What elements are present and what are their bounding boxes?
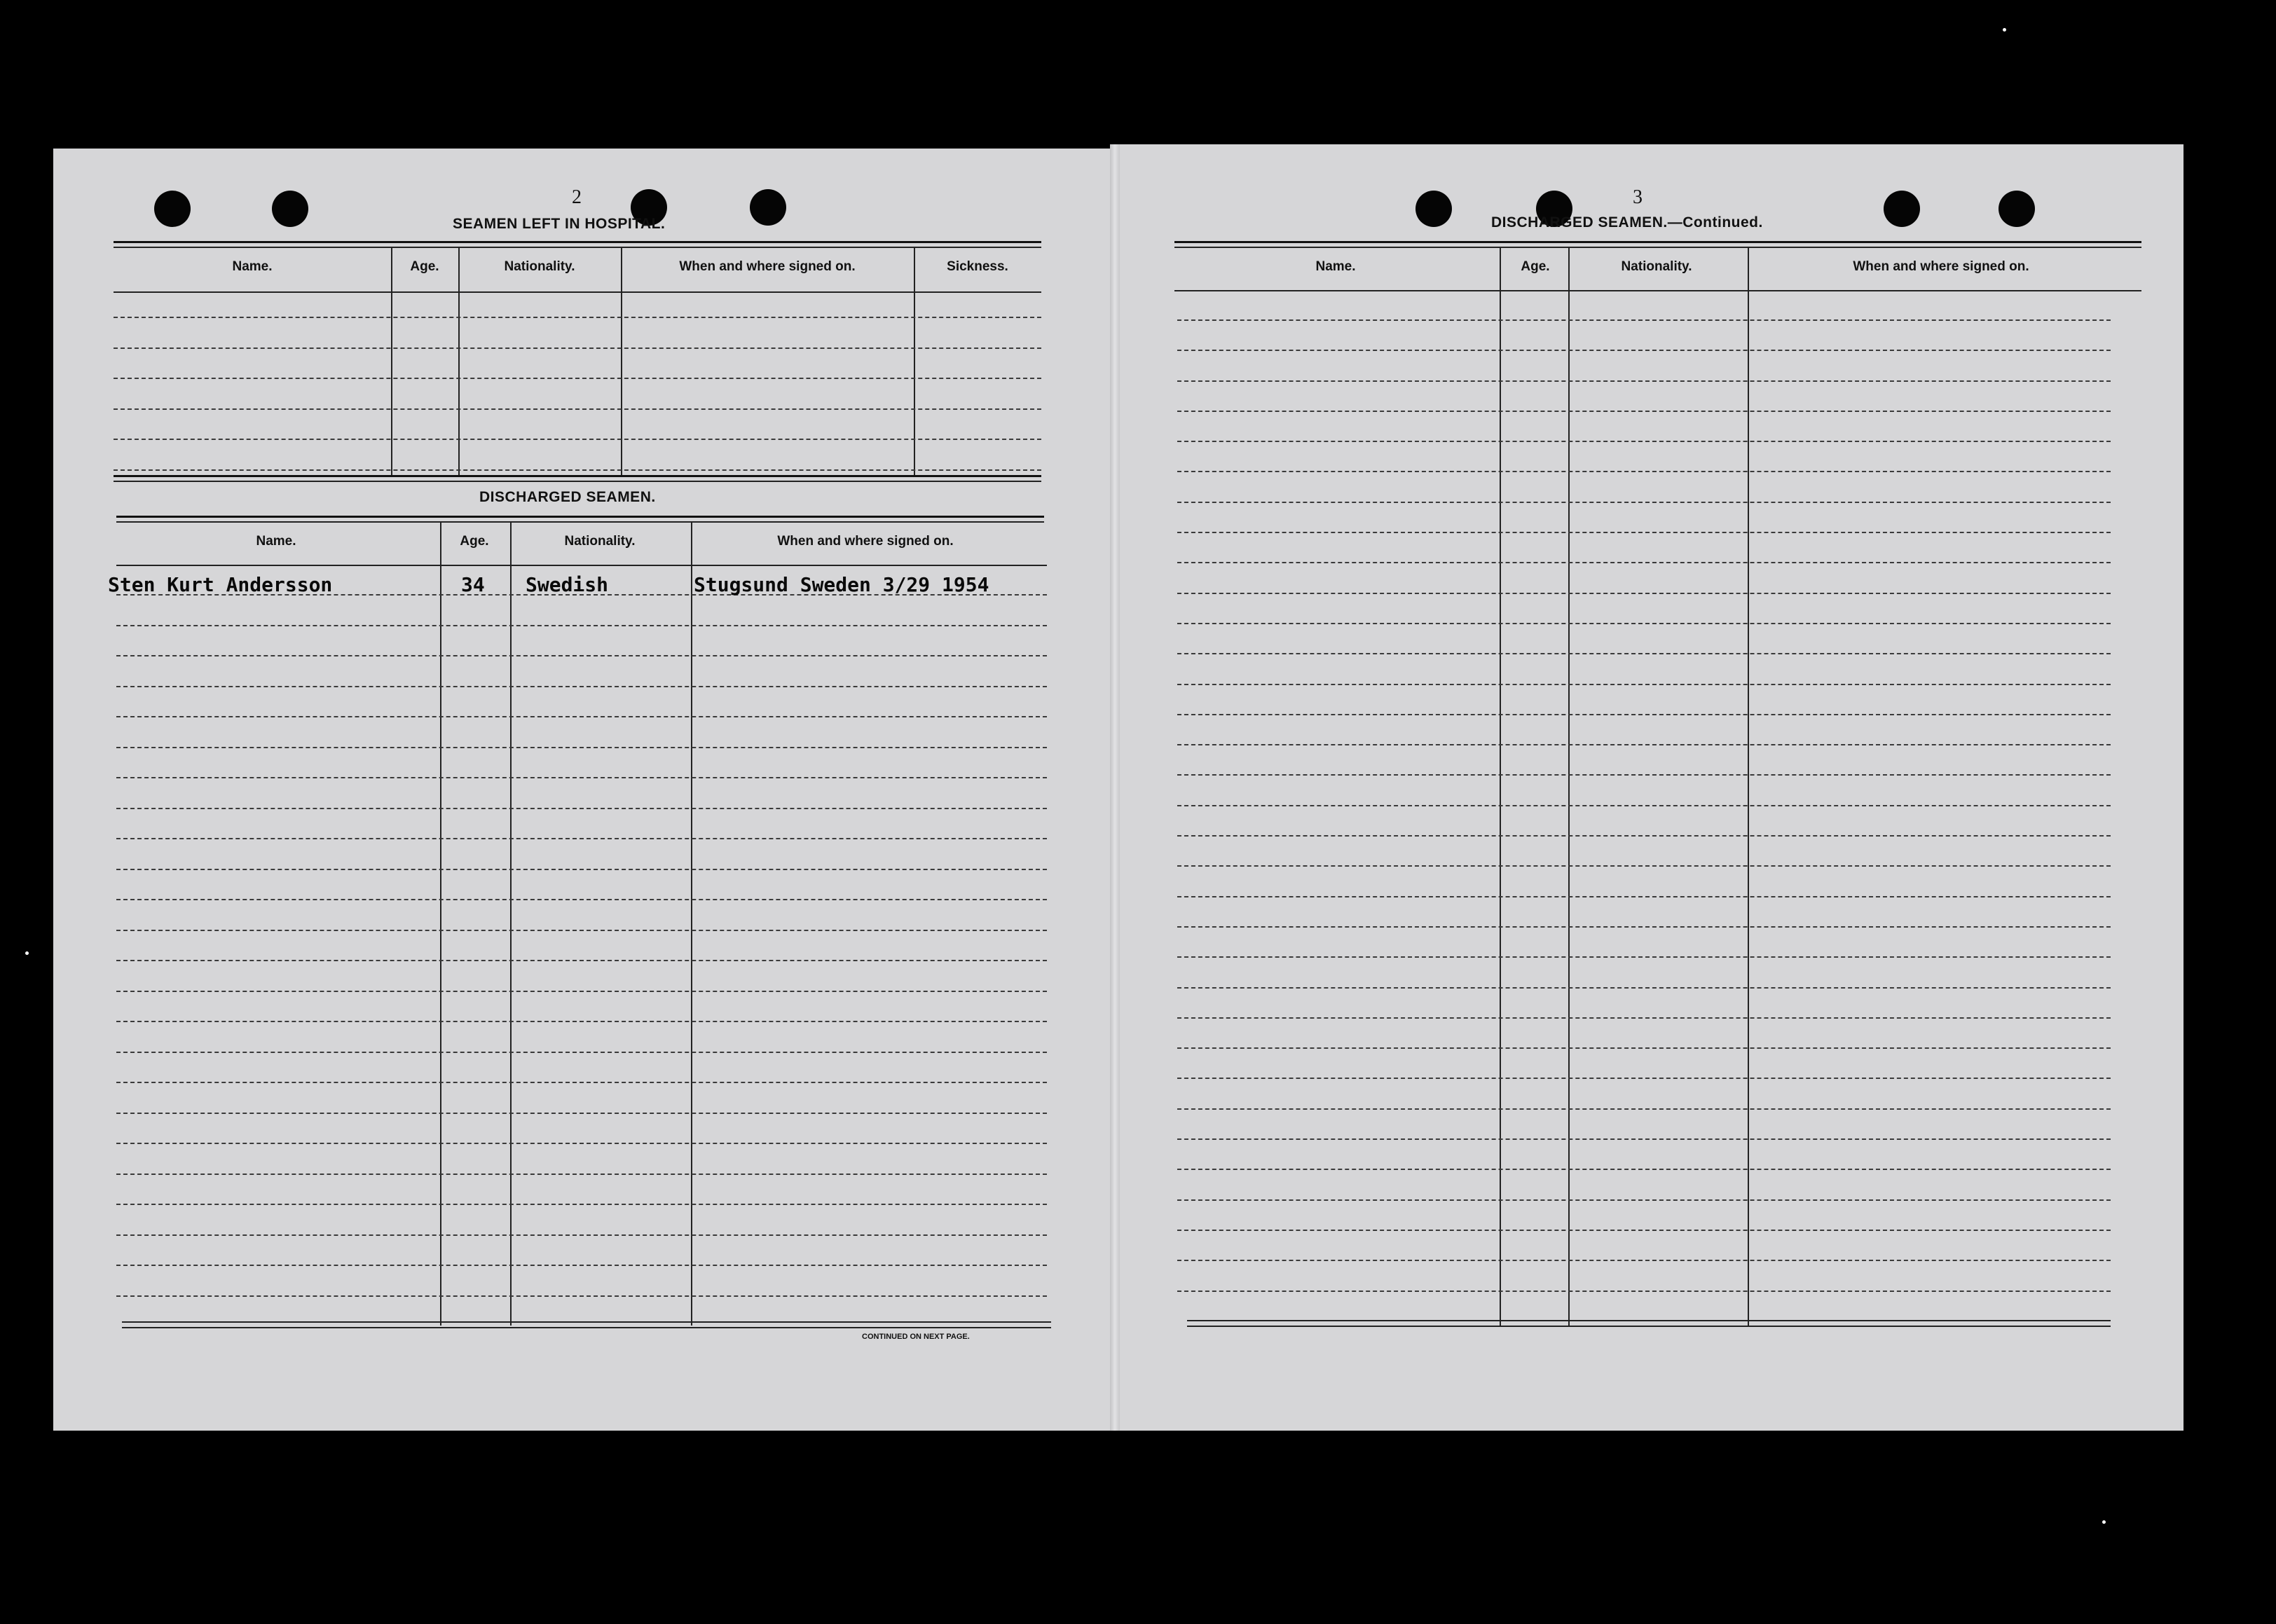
ruled-line (116, 869, 1047, 870)
seaman-nationality: Swedish (526, 573, 609, 596)
ruled-line (1177, 714, 2111, 715)
rule (116, 521, 1044, 523)
punch-hole (1999, 191, 2035, 227)
discharged-col-nationality: Nationality. (564, 534, 636, 549)
ruled-line (114, 317, 1041, 318)
ruled-line (114, 347, 1041, 349)
ruled-line (116, 960, 1047, 961)
punch-hole (1415, 191, 1452, 227)
column-divider (1500, 247, 1501, 1326)
ruled-line (1177, 411, 2111, 412)
ruled-line (1177, 350, 2111, 351)
speck (2102, 1520, 2106, 1524)
right-page (1114, 144, 2184, 1431)
ruled-line (1177, 1017, 2111, 1019)
rule (1174, 290, 2141, 291)
column-divider (621, 247, 622, 475)
ruled-line (1177, 1138, 2111, 1140)
speck (25, 951, 29, 955)
ruled-line (1177, 835, 2111, 837)
rule (1187, 1326, 2111, 1327)
hospital-col-name: Name. (232, 259, 273, 274)
ruled-line (1177, 1291, 2111, 1292)
continued-col-name: Name. (1315, 259, 1356, 274)
ruled-line (1177, 956, 2111, 958)
continued-col-signed-on: When and where signed on. (1853, 259, 2029, 274)
seaman-name: Sten Kurt Andersson (108, 573, 333, 596)
ruled-line (1177, 1169, 2111, 1170)
page-number: 2 (572, 186, 582, 208)
ruled-line (116, 1052, 1047, 1053)
hospital-col-nationality: Nationality. (504, 259, 575, 274)
discharged-col-name: Name. (256, 534, 296, 549)
ruled-line (1177, 532, 2111, 533)
ruled-line (1177, 562, 2111, 563)
seaman-age: 34 (461, 573, 485, 596)
continued-section-title: DISCHARGED SEAMEN.—Continued. (1491, 214, 1763, 230)
speck (2003, 28, 2006, 32)
ruled-line (1177, 441, 2111, 442)
rule (122, 1321, 1051, 1323)
ruled-line (114, 439, 1041, 440)
discharged-col-signed-on: When and where signed on. (777, 534, 954, 549)
ruled-line (116, 1265, 1047, 1266)
rule (122, 1327, 1051, 1328)
ruled-line (1177, 896, 2111, 897)
ruled-line (116, 1295, 1047, 1297)
ruled-line (116, 655, 1047, 656)
ruled-line (116, 1113, 1047, 1114)
rule (1174, 241, 2141, 243)
continued-col-nationality: Nationality. (1621, 259, 1692, 274)
ruled-line (116, 899, 1047, 900)
punch-hole (1884, 191, 1920, 227)
hospital-col-signed-on: When and where signed on. (679, 259, 856, 274)
ruled-line (116, 1082, 1047, 1083)
ruled-line (1177, 1199, 2111, 1201)
ruled-line (1177, 471, 2111, 472)
seaman-signed-on: Stugsund Sweden 3/29 1954 (694, 573, 989, 596)
ruled-line (1177, 987, 2111, 989)
rule (114, 247, 1041, 248)
ruled-line (1177, 805, 2111, 806)
ruled-line (1177, 319, 2111, 321)
page-fold (1110, 144, 1120, 1431)
column-divider (1748, 247, 1749, 1326)
punch-hole (154, 191, 191, 227)
ruled-line (116, 716, 1047, 717)
rule (1174, 247, 2141, 248)
ruled-line (116, 686, 1047, 687)
hospital-section-title: SEAMEN LEFT IN HOSPITAL. (453, 216, 666, 232)
rule (116, 516, 1044, 518)
ruled-line (114, 408, 1041, 410)
ruled-line (1177, 593, 2111, 594)
ruled-line (116, 1204, 1047, 1205)
ruled-line (116, 1143, 1047, 1144)
ruled-line (116, 777, 1047, 778)
ruled-line (1177, 1047, 2111, 1049)
ruled-line (1177, 1108, 2111, 1110)
ruled-line (1177, 926, 2111, 928)
punch-hole (272, 191, 308, 227)
left-page (53, 149, 1114, 1431)
ruled-line (116, 1234, 1047, 1236)
ruled-line (1177, 774, 2111, 776)
ruled-line (1177, 653, 2111, 654)
rule (114, 481, 1041, 482)
rule (1187, 1320, 2111, 1321)
discharged-section-title: DISCHARGED SEAMEN. (479, 489, 656, 505)
ruled-line (1177, 684, 2111, 685)
rule (114, 241, 1041, 243)
discharged-col-age: Age. (460, 534, 489, 549)
rule (114, 475, 1041, 477)
ruled-line (114, 378, 1041, 379)
ruled-line (1177, 502, 2111, 503)
ruled-line (116, 930, 1047, 931)
column-divider (1568, 247, 1570, 1326)
hospital-col-sickness: Sickness. (947, 259, 1008, 274)
column-divider (914, 247, 915, 475)
rule (116, 565, 1047, 566)
ruled-line (1177, 865, 2111, 867)
ruled-line (1177, 1260, 2111, 1261)
ruled-line (116, 1021, 1047, 1022)
ruled-line (116, 838, 1047, 839)
ruled-line (114, 469, 1041, 471)
ruled-line (1177, 744, 2111, 745)
punch-hole (750, 189, 786, 226)
column-divider (458, 247, 460, 475)
rule (114, 291, 1041, 293)
ruled-line (1177, 1078, 2111, 1079)
continued-note: CONTINUED ON NEXT PAGE. (862, 1333, 970, 1341)
continued-col-age: Age. (1521, 259, 1550, 274)
column-divider (391, 247, 392, 475)
ruled-line (116, 1174, 1047, 1175)
page-number: 3 (1633, 186, 1643, 208)
ruled-line (1177, 623, 2111, 624)
ruled-line (116, 808, 1047, 809)
ruled-line (1177, 1230, 2111, 1231)
ruled-line (116, 991, 1047, 992)
ruled-line (116, 747, 1047, 748)
hospital-col-age: Age. (410, 259, 439, 274)
ruled-line (1177, 380, 2111, 382)
ruled-line (116, 625, 1047, 626)
